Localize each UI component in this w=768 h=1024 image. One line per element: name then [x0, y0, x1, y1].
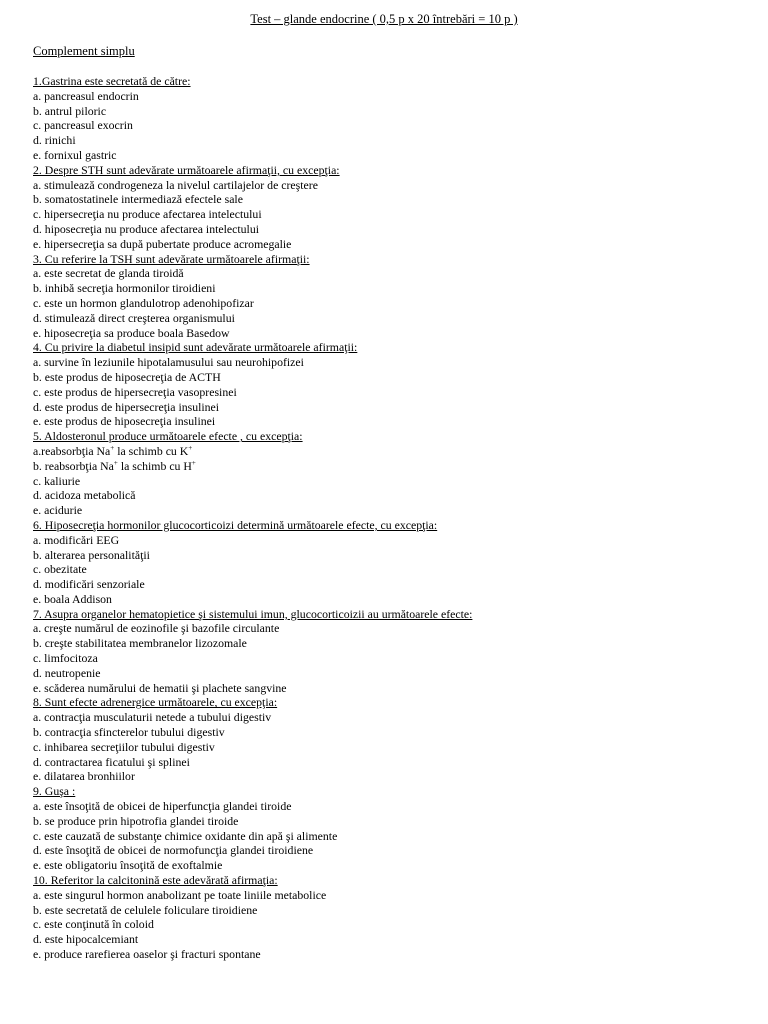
answer-option: a. creşte numărul de eozinofile şi bazofile circulante — [33, 621, 280, 636]
question-text: 2. Despre STH sunt adevărate următoarele afirmaţii, cu excepţia: — [33, 162, 340, 177]
question-text: 4. Cu privire la diabetul insipid sunt adevărate următoarele afirmaţii: — [33, 340, 358, 355]
answer-option: e. hiposecreţia sa produce boala Basedow — [33, 325, 230, 340]
answer-option: c. kaliurie — [33, 473, 81, 488]
document-title: Test – glande endocrine ( 0,5 p x 20 întrebări = 10 p ) — [250, 12, 518, 26]
answer-option: d. neutropenie — [33, 665, 101, 680]
answer-option: c. este produs de hipersecreţia vasopresinei — [33, 384, 237, 399]
answer-option: b. antrul piloric — [33, 103, 107, 118]
question-text: 3. Cu referire la TSH sunt adevărate următoarele afirmaţii: — [33, 251, 310, 266]
answer-option: e. acidurie — [33, 503, 83, 518]
answer-option: a. survine în leziunile hipotalamusului sau neurohipofizei — [33, 355, 304, 370]
answer-option: d. acidoza metabolică — [33, 488, 136, 503]
answer-option: d. este produs de hipersecreţia insulinei — [33, 399, 220, 414]
question-text: 7. Asupra organelor hematopietice şi sistemului imun, glucocorticoizii au următoarele efecte: — [33, 606, 473, 621]
question-text: 8. Sunt efecte adrenergice următoarele, cu excepţia: — [33, 695, 278, 710]
answer-option: e. este obligatoriu însoţită de exoftalmie — [33, 858, 223, 873]
answer-option: b. reabsorbţia Na+ la schimb cu H+ — [33, 458, 196, 473]
answer-option: c. obezitate — [33, 562, 87, 577]
answer-option: e. hipersecreţia sa după pubertate produce acromegalie — [33, 236, 292, 251]
answer-option: c. hipersecreţia nu produce afectarea intelectului — [33, 207, 262, 222]
answer-option: b. este produs de hiposecreţia de ACTH — [33, 369, 221, 384]
answer-option: b. creşte stabilitatea membranelor lizozomale — [33, 636, 247, 651]
answer-option: e. produce rarefierea oaselor şi fracturi spontane — [33, 947, 261, 962]
answer-option: c. este conţinută în coloid — [33, 917, 154, 932]
answer-option: d. rinichi — [33, 133, 76, 148]
question-text: 9. Guşa : — [33, 784, 76, 799]
answer-option: c. inhibarea secreţiilor tubului digestiv — [33, 739, 215, 754]
question-text: 10. Referitor la calcitonină este adevărată afirmaţia: — [33, 873, 278, 888]
answer-option: a. este singurul hormon anabolizant pe toate liniile metabolice — [33, 887, 327, 902]
answer-option: b. alterarea personalităţii — [33, 547, 150, 562]
answer-option: a. este secretat de glanda tiroidă — [33, 266, 184, 281]
answer-option: c. pancreasul exocrin — [33, 118, 133, 133]
answer-option: c. este cauzată de substanţe chimice oxidante din apă şi alimente — [33, 828, 338, 843]
question-text: 5. Aldosteronul produce următoarele efecte , cu excepţia: — [33, 429, 303, 444]
answer-option: d. contractarea ficatului şi splinei — [33, 754, 190, 769]
answer-option: b. contracţia sfincterelor tubului digestiv — [33, 725, 225, 740]
answer-option: a.reabsorbţia Na+ la schimb cu K+ — [33, 443, 193, 458]
answer-option: e. scăderea numărului de hematii şi plachete sangvine — [33, 680, 287, 695]
answer-option: a. stimulează condrogeneza la nivelul cartilajelor de creştere — [33, 177, 318, 192]
answer-option: b. se produce prin hipotrofia glandei tiroide — [33, 813, 239, 828]
answer-option: c. este un hormon glandulotrop adenohipofizar — [33, 295, 254, 310]
answer-option: a. contracţia musculaturii netede a tubului digestiv — [33, 710, 272, 725]
answer-option: b. inhibă secreţia hormonilor tiroidieni — [33, 281, 216, 296]
answer-option: e. fornixul gastric — [33, 147, 117, 162]
answer-option: a. este însoţită de obicei de hiperfuncţia glandei tiroide — [33, 799, 292, 814]
answer-option: e. dilatarea bronhiilor — [33, 769, 135, 784]
answer-option: e. boala Addison — [33, 591, 112, 606]
answer-option: e. este produs de hiposecreţia insulinei — [33, 414, 216, 429]
answer-option: b. somatostatinele intermediază efectele sale — [33, 192, 243, 207]
answer-option: d. este hipocalcemiant — [33, 932, 139, 947]
question-text: 6. Hiposecreţia hormonilor glucocorticoizi determină următoarele efecte, cu excepţia: — [33, 517, 438, 532]
answer-option: d. stimulează direct creşterea organismului — [33, 310, 235, 325]
answer-option: d. modificări senzoriale — [33, 577, 145, 592]
question-text: 1.Gastrina este secretată de către: — [33, 74, 191, 88]
answer-option: a. modificări EEG — [33, 532, 120, 547]
section-heading: Complement simplu — [33, 44, 135, 58]
answer-option: a. pancreasul endocrin — [33, 88, 139, 103]
answer-option: d. este însoţită de obicei de normofuncţia glandei tiroidiene — [33, 843, 314, 858]
answer-option: c. limfocitoza — [33, 651, 98, 666]
answer-option: d. hiposecreţia nu produce afectarea intelectului — [33, 221, 259, 236]
answer-option: b. este secretată de celulele foliculare tiroidiene — [33, 902, 258, 917]
question-list — [33, 74, 753, 962]
